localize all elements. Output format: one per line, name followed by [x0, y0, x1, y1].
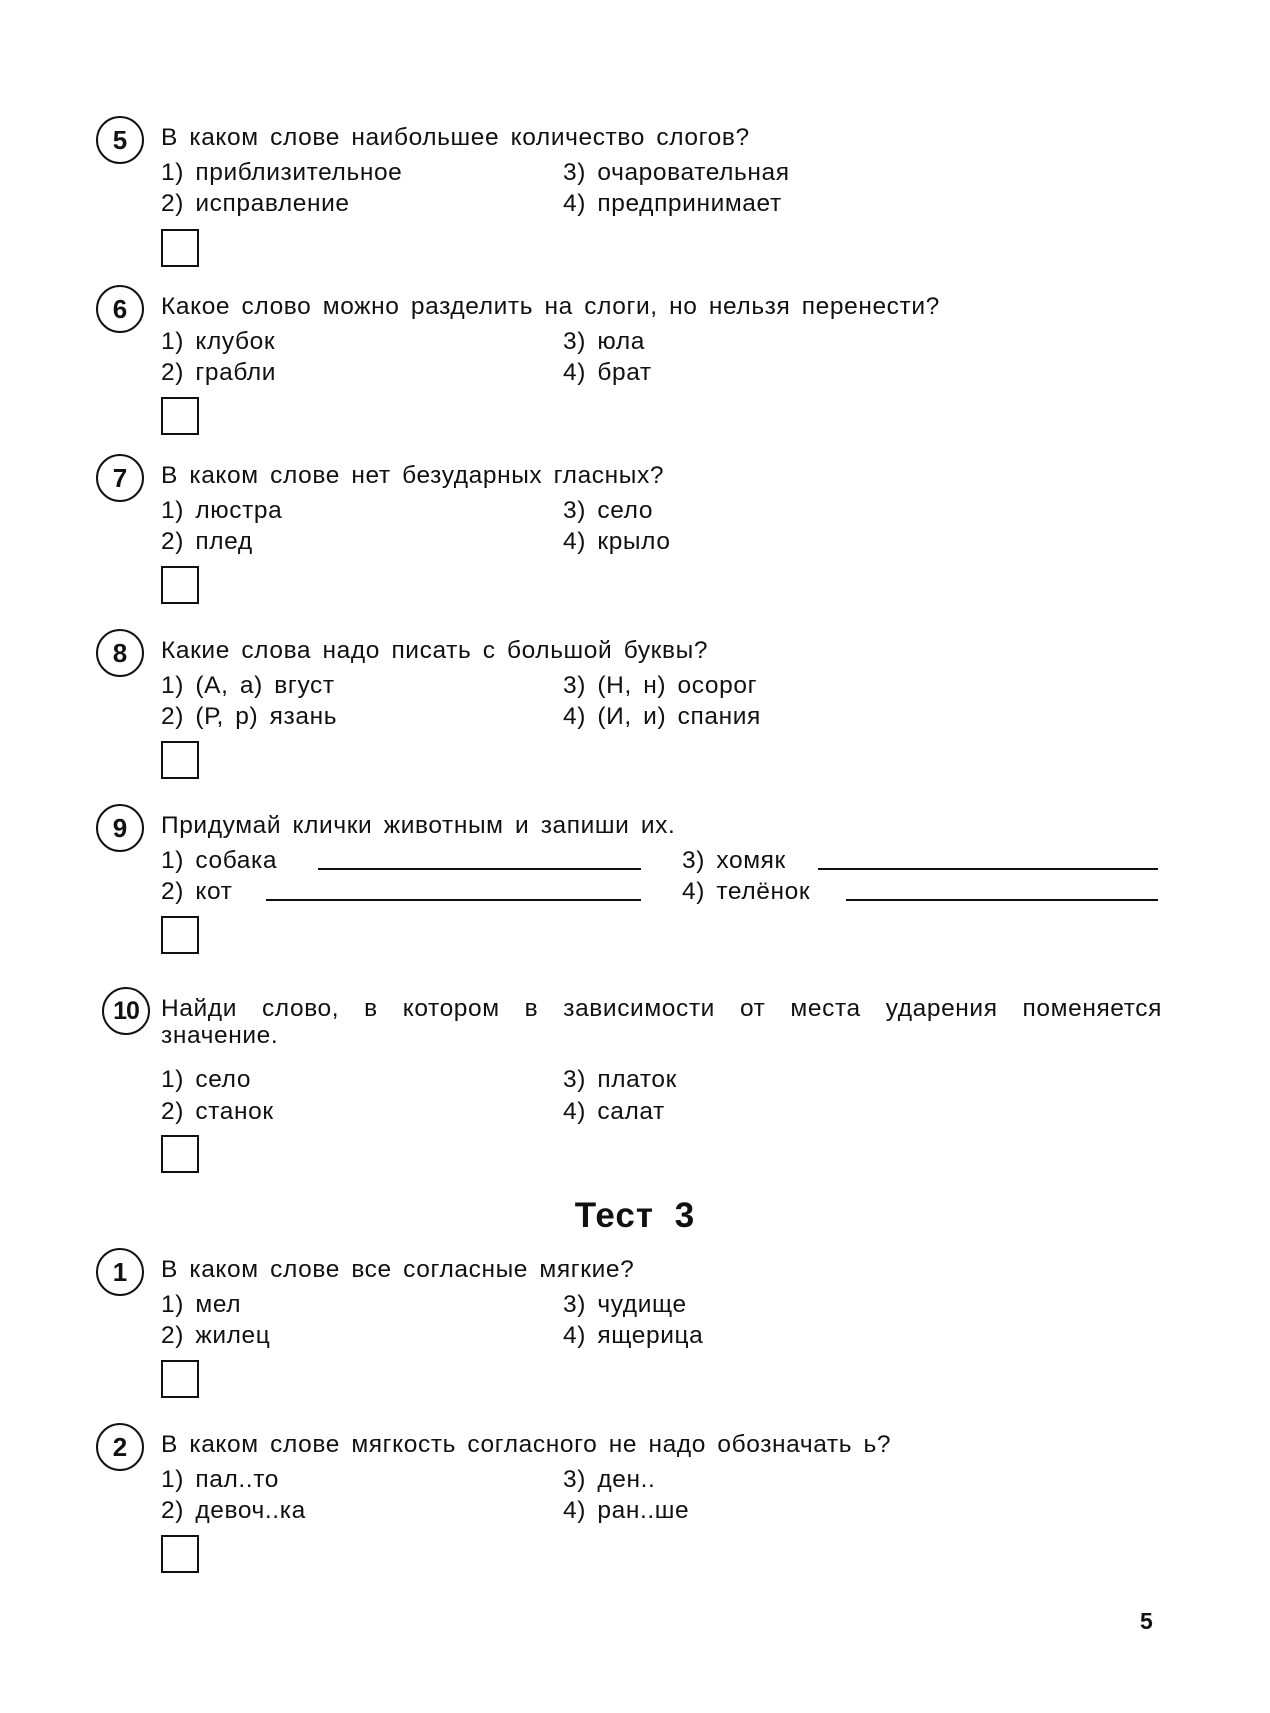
question-text: В каком слове нет безударных гласных?	[161, 462, 665, 489]
answer-option-1: 1) пал..то	[161, 1466, 279, 1493]
page-number: 5	[1140, 1608, 1153, 1634]
option-label: 4) телёнок	[682, 878, 811, 905]
answer-option-4: 4) предпринимает	[563, 190, 782, 217]
answer-option-3: 3) чудище	[563, 1291, 687, 1318]
question-number: 5	[96, 116, 144, 164]
question-text: Какое слово можно разделить на слоги, но нельзя перенести?	[161, 293, 940, 320]
answer-option-3: 3) (Н, н) осорог	[563, 672, 758, 699]
question-number: 10	[102, 987, 150, 1035]
answer-option-2	[161, 877, 233, 907]
answer-option-1: 1) клубок	[161, 328, 276, 355]
answer-box[interactable]	[161, 397, 199, 435]
answer-line[interactable]	[818, 846, 1158, 870]
answer-option-1: 1) мел	[161, 1291, 242, 1318]
answer-option-4: 4) крыло	[563, 528, 671, 555]
option-label: 3) хомяк	[682, 847, 786, 874]
answer-line[interactable]	[266, 877, 641, 901]
answer-option-4: 4) салат	[563, 1098, 665, 1125]
answer-option-2: 2) плед	[161, 528, 253, 555]
answer-box[interactable]	[161, 1135, 199, 1173]
answer-box[interactable]	[161, 741, 199, 779]
question-text: В каком слове мягкость согласного не надо обозначать ь?	[161, 1431, 892, 1458]
question-number: 1	[96, 1248, 144, 1296]
section-title: Тест 3	[574, 1196, 696, 1235]
answer-option-4: 4) (И, и) спания	[563, 703, 761, 730]
answer-box[interactable]	[161, 229, 199, 267]
answer-option-3: 3) очаровательная	[563, 159, 790, 186]
answer-option-2: 2) жилец	[161, 1322, 271, 1349]
answer-option-3: 3) ден..	[563, 1466, 656, 1493]
answer-option-4	[682, 877, 810, 907]
answer-option-1: 1) приблизительное	[161, 159, 403, 186]
answer-option-4: 4) брат	[563, 359, 652, 386]
answer-option-2: 2) (Р, р) язань	[161, 703, 338, 730]
answer-option-2: 2) грабли	[161, 359, 277, 386]
question-number: 9	[96, 804, 144, 852]
question-text: В каком слове все согласные мягкие?	[161, 1256, 635, 1283]
answer-option-1	[161, 846, 277, 876]
question-number: 2	[96, 1423, 144, 1471]
answer-option-1: 1) люстра	[161, 497, 283, 524]
question-number: 6	[96, 285, 144, 333]
answer-option-2: 2) девоч..ка	[161, 1497, 306, 1524]
question-number: 7	[96, 454, 144, 502]
question-text: Найди слово, в котором в зависимости от места ударения поменяется значение.	[161, 995, 1162, 1049]
question-text: Придумай клички животным и запиши их.	[161, 812, 676, 839]
answer-option-3: 3) юла	[563, 328, 645, 355]
answer-box[interactable]	[161, 916, 199, 954]
answer-box[interactable]	[161, 566, 199, 604]
answer-box[interactable]	[161, 1535, 199, 1573]
answer-line[interactable]	[846, 877, 1158, 901]
answer-line[interactable]	[318, 846, 641, 870]
question-number: 8	[96, 629, 144, 677]
answer-box[interactable]	[161, 1360, 199, 1398]
answer-option-1: 1) (А, а) вгуст	[161, 672, 335, 699]
question-text: В каком слове наибольшее количество слогов?	[161, 124, 750, 151]
option-label: 2) кот	[161, 878, 233, 905]
answer-option-4: 4) ящерица	[563, 1322, 704, 1349]
answer-option-1: 1) село	[161, 1066, 252, 1093]
option-label: 1) собака	[161, 847, 278, 874]
answer-option-3: 3) село	[563, 497, 654, 524]
answer-option-4: 4) ран..ше	[563, 1497, 690, 1524]
answer-option-2: 2) станок	[161, 1098, 274, 1125]
answer-option-2: 2) исправление	[161, 190, 350, 217]
question-text: Какие слова надо писать с большой буквы?	[161, 637, 709, 664]
answer-option-3: 3) платок	[563, 1066, 677, 1093]
answer-option-3	[682, 846, 786, 876]
